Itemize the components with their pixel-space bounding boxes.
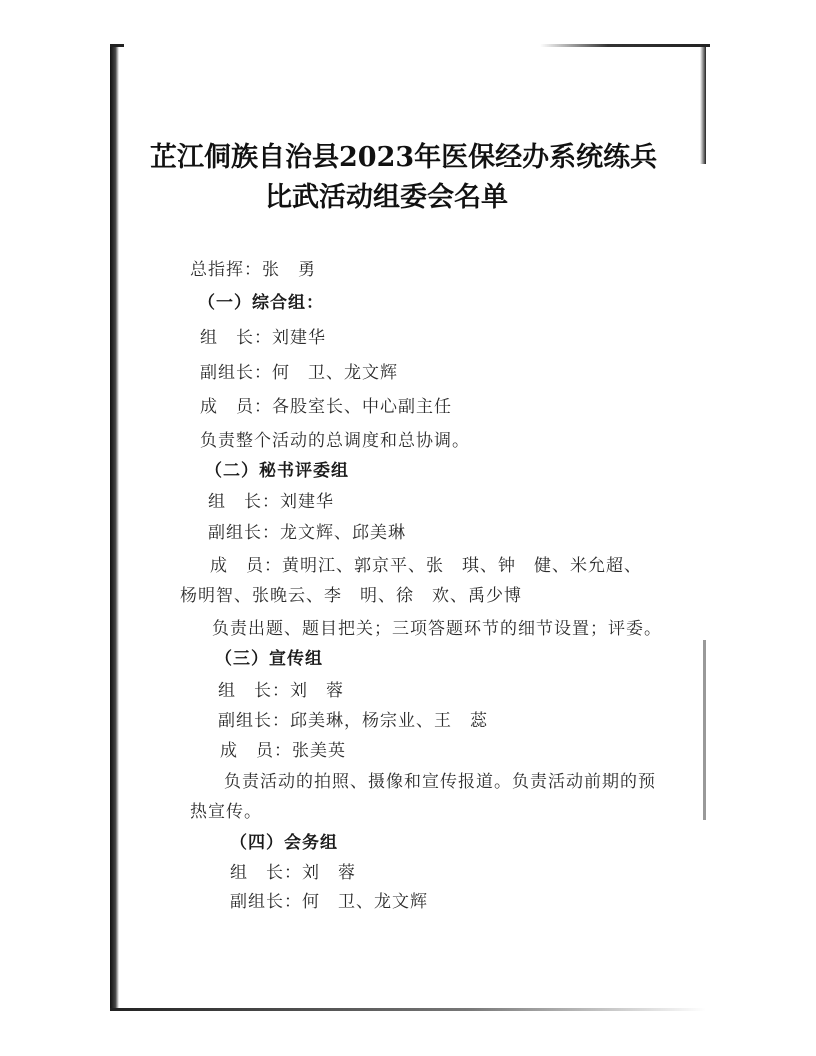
general-group-deputy: 副组长：何 卫、龙文辉 <box>200 363 398 383</box>
general-group-members: 成 员：各股室长、中心副主任 <box>200 397 452 417</box>
secretariat-group-duty: 负责出题、题目把关；三项答题环节的细节设置；评委。 <box>212 619 662 639</box>
publicity-group-leader: 组 长：刘 蓉 <box>218 681 344 701</box>
general-group-leader: 组 长：刘建华 <box>200 328 326 348</box>
secretariat-group-members-cont: 杨明智、张晚云、李 明、徐 欢、禹少博 <box>180 586 522 606</box>
publicity-group-members: 成 员：张美英 <box>220 741 346 761</box>
conference-group-leader: 组 长：刘 蓉 <box>230 863 356 883</box>
secretariat-group-leader: 组 长：刘建华 <box>208 492 334 512</box>
section-heading-publicity: （三）宣传组 <box>215 649 323 669</box>
publicity-group-duty: 负责活动的拍照、摄像和宣传报道。负责活动前期的预 <box>224 772 656 792</box>
document-title-line-1: 芷江侗族自治县2023年医保经办系统练兵 <box>150 142 658 173</box>
general-group-duty: 负责整个活动的总调度和总协调。 <box>200 431 470 451</box>
secretariat-group-members: 成 员：黄明江、郭京平、张 琪、钟 健、米允超、 <box>210 556 642 576</box>
section-heading-secretariat: （二）秘书评委组 <box>205 461 349 481</box>
publicity-group-duty-cont: 热宣传。 <box>190 802 262 822</box>
secretariat-group-deputy: 副组长：龙文辉、邱美琳 <box>208 523 406 543</box>
publicity-group-deputy: 副组长：邱美琳，杨宗业、王 蕊 <box>218 711 488 731</box>
section-heading-general: （一）综合组： <box>198 293 324 313</box>
commander-line: 总指挥：张 勇 <box>190 260 316 280</box>
conference-group-deputy: 副组长：何 卫、龙文辉 <box>230 892 428 912</box>
section-heading-conference: （四）会务组 <box>230 833 338 853</box>
document-title-line-2: 比武活动组委会名单 <box>265 182 508 213</box>
